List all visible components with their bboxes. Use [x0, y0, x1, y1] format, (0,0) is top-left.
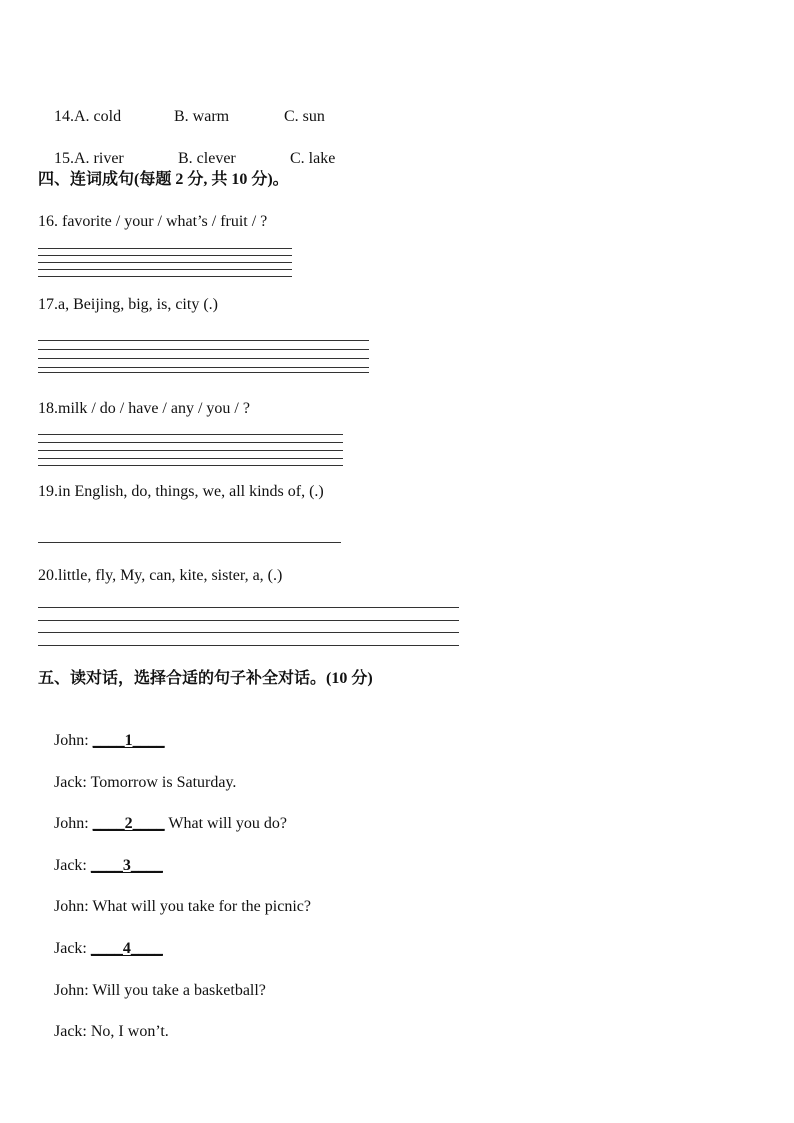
answer-line[interactable] [38, 349, 369, 350]
option-b: B. clever [178, 150, 236, 167]
answer-line[interactable] [38, 450, 343, 451]
speaker: John: [54, 815, 89, 832]
option-a: A. river [74, 150, 124, 167]
speaker: John: [54, 982, 89, 999]
blank-3[interactable]: ____3____ [90, 857, 163, 874]
answer-line[interactable] [38, 358, 369, 359]
question-17: 17.a, Beijing, big, is, city (.) [38, 296, 218, 313]
answer-line[interactable] [38, 255, 292, 256]
dialogue-text: What will you take for the picnic? [92, 898, 311, 915]
section-4-title: 四、连词成句(每题 2 分, 共 10 分)。 [38, 171, 289, 188]
dialogue-text: What will you do? [168, 815, 288, 832]
blank-1[interactable]: ____1____ [92, 732, 165, 749]
question-number: 14. [54, 108, 74, 125]
answer-line[interactable] [38, 372, 369, 373]
answer-line[interactable] [38, 262, 292, 263]
dialogue-text: Will you take a basketball? [92, 982, 266, 999]
question-number: 15. [54, 150, 74, 167]
answer-line[interactable] [38, 276, 292, 277]
speaker: Jack: [54, 774, 87, 791]
answer-line[interactable] [38, 442, 343, 443]
speaker: Jack: [54, 1023, 87, 1040]
answer-line[interactable] [38, 620, 459, 621]
answer-line[interactable] [38, 269, 292, 270]
answer-line[interactable] [38, 340, 369, 341]
answer-line[interactable] [38, 367, 369, 368]
speaker: John: [54, 898, 89, 915]
speaker: Jack: [54, 857, 87, 874]
answer-line[interactable] [38, 542, 341, 543]
option-c: C. lake [290, 150, 336, 167]
dialogue-line [38, 1002, 169, 1062]
option-c: C. sun [284, 108, 325, 125]
blank-4[interactable]: ____4____ [90, 940, 163, 957]
answer-line[interactable] [38, 458, 343, 459]
blank-2[interactable]: ____2____ [92, 815, 165, 832]
question-19: 19.in English, do, things, we, all kinds of, (.) [38, 483, 324, 500]
section-5-title: 五、读对话，选择合适的句子补全对话。(10 分) [38, 670, 373, 687]
speaker: John: [54, 732, 89, 749]
dialogue-text: Tomorrow is Saturday. [90, 774, 237, 791]
question-18: 18.milk / do / have / any / you / ? [38, 400, 250, 417]
question-16: 16. favorite / your / what’s / fruit / ? [38, 213, 268, 230]
answer-line[interactable] [38, 248, 292, 249]
answer-line[interactable] [38, 607, 459, 608]
option-b: B. warm [174, 108, 230, 125]
answer-line[interactable] [38, 645, 459, 646]
dialogue-text: No, I won’t. [90, 1023, 169, 1040]
answer-line[interactable] [38, 465, 343, 466]
speaker: Jack: [54, 940, 87, 957]
option-a: A. cold [74, 108, 122, 125]
question-20: 20.little, fly, My, can, kite, sister, a, (.) [38, 567, 283, 584]
answer-line[interactable] [38, 434, 343, 435]
answer-line[interactable] [38, 632, 459, 633]
